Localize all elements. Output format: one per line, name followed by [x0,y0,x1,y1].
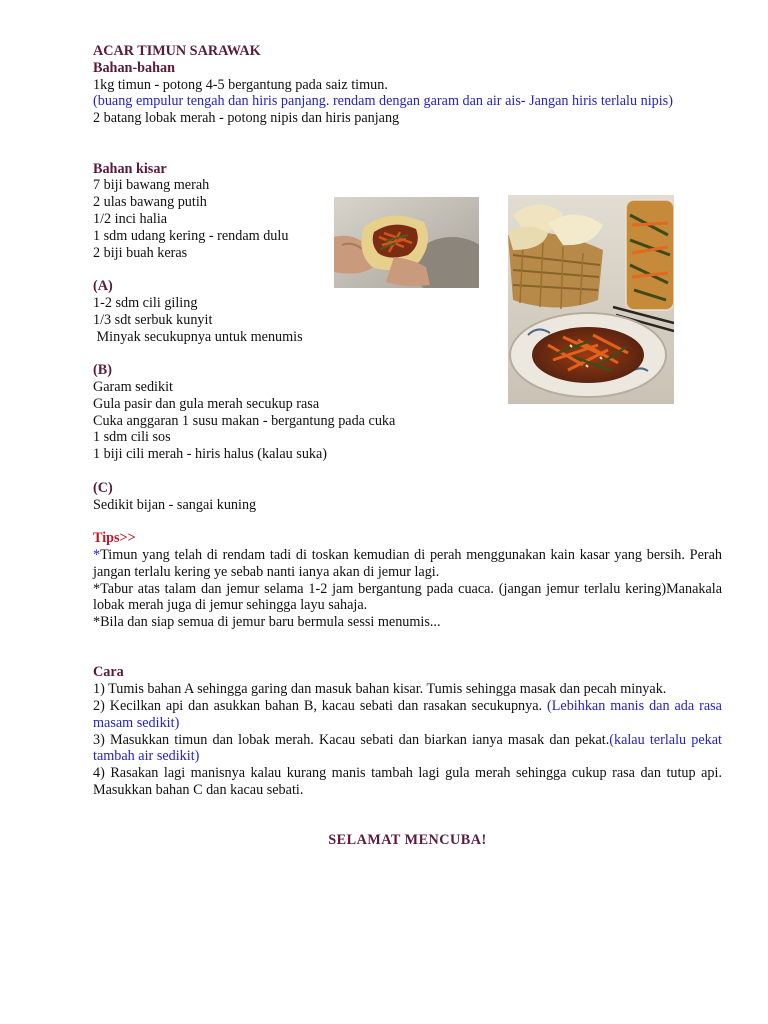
step-2 [93,698,722,732]
step-3 [93,732,722,766]
group-b-heading: (B) [93,362,112,379]
tip-1-text: Timun yang telah di rendam tadi di toskan kemudian di perah menggunakan kain kasar yang bersih. Perah jangan terlalu kering ye sebab nanti ianya akan di jemur lagi. [93,546,722,580]
group-c-item: Sedikit bijan - sangai kuning [93,496,257,513]
group-a-item: 1/3 sdt serbuk kunyit [93,311,213,328]
tip-3: *Bila dan siap semua di jemur baru bermula sessi menumis... [93,614,441,631]
tip-1 [93,547,722,581]
kisar-item: 7 biji bawang merah [93,177,210,194]
kisar-item: 2 ulas bawang putih [93,194,207,211]
kisar-item: 1 sdm udang kering - rendam dulu [93,227,289,244]
acar-cracker-photo [334,197,479,288]
kisar-item: 2 biji buah keras [93,244,188,261]
step-3-note: (kalau terlalu pekat tambah air sedikit) [93,731,722,765]
tip-2: *Tabur atas talam dan jemur selama 1-2 jam bergantung pada cuaca. (jangan jemur terlalu kering)Manakala lobak merah juga di jemur sehingga layu sahaja. [93,580,722,614]
group-b-item: 1 biji cili merah - hiris halus (kalau suka) [93,446,328,463]
bahan-note: (buang empulur tengah dan hiris panjang. rendam dengan garam dan air ais- Jangan hiris terlalu nipis) [93,93,673,110]
step-2-note: (Lebihkan manis dan ada rasa masam sedikit) [93,698,722,731]
recipe-document [93,43,722,849]
kisar-heading: Bahan kisar [93,160,167,177]
step-4: 4) Rasakan lagi manisnya kalau kurang manis tambah lagi gula merah sehingga cukup rasa dan tutup api. Masukkan bahan C dan kacau sebati. [93,765,722,799]
group-c-heading: (C) [93,479,113,496]
bahan-heading: Bahan-bahan [93,59,176,76]
kisar-item: 1/2 inci halia [93,210,168,227]
recipe-title: ACAR TIMUN SARAWAK [93,43,261,59]
bahan-line: 1kg timun - potong 4-5 bergantung pada saiz timun. [93,76,388,93]
tip-star: * [93,546,101,563]
group-b-item: Garam sedikit [93,378,173,395]
acar-cracker-image [334,197,479,288]
acar-bowl-photo [508,195,674,404]
acar-bowl-image [508,195,674,404]
closing-text: SELAMAT MENCUBA! [328,831,487,848]
step-3-text: 3) Masukkan timun dan lobak merah. Kacau sebati dan biarkan ianya masak dan pekat. [93,731,610,748]
group-b-item: 1 sdm cili sos [93,429,171,446]
group-a-item: 1-2 sdm cili giling [93,294,198,311]
group-a-item: Minyak secukupnya untuk menumis [93,328,303,345]
step-1: 1) Tumis bahan A sehingga garing dan masuk bahan kisar. Tumis sehingga masak dan pecah minyak. [93,681,667,698]
group-a-heading: (A) [93,278,113,295]
tips-heading: Tips>> [93,530,136,547]
bahan-line: 2 batang lobak merah - potong nipis dan hiris panjang [93,110,400,127]
step-2-text: 2) Kecilkan api dan asukkan bahan B, kacau sebati dan rasakan secukupnya. [93,698,548,715]
group-b-item: Gula pasir dan gula merah secukup rasa [93,395,320,412]
group-b-item: Cuka anggaran 1 susu makan - bergantung pada cuka [93,412,396,429]
cara-heading: Cara [93,664,124,681]
